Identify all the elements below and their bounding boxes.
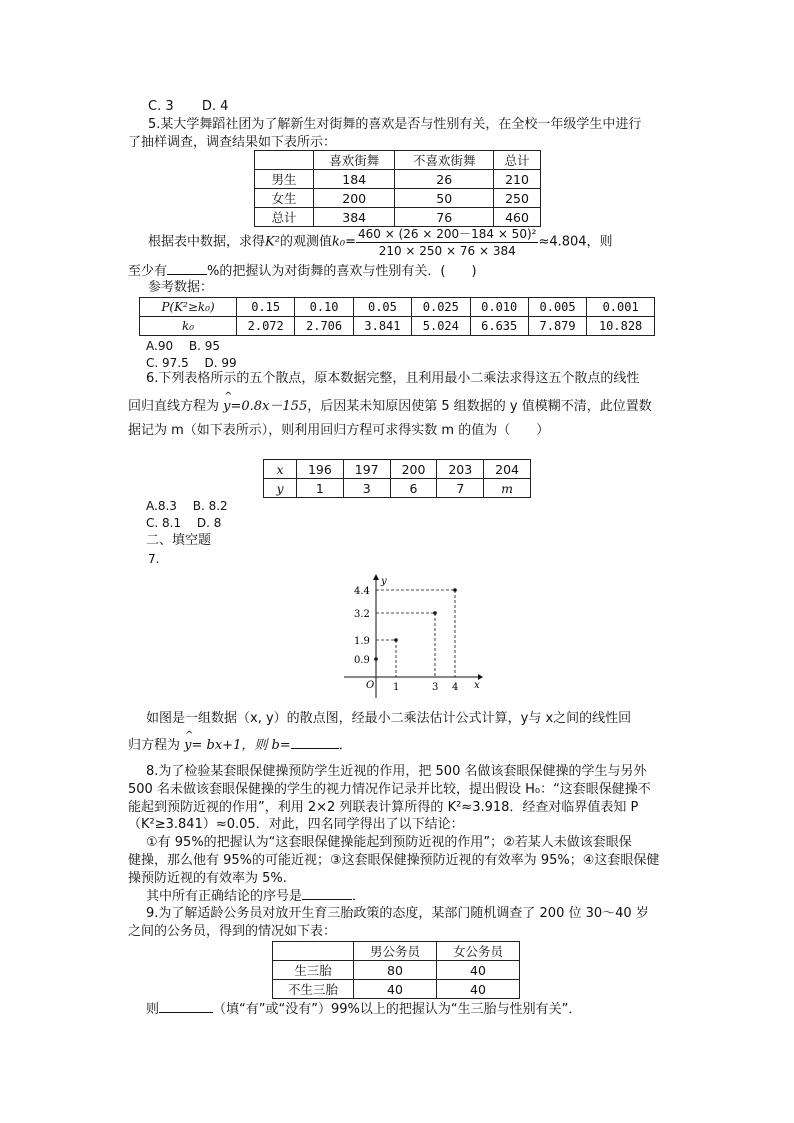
section-title: 二、填空题 bbox=[146, 533, 212, 548]
table-cell: 210 bbox=[494, 170, 541, 189]
table-cell: 460 bbox=[494, 208, 541, 227]
y-axis-label: y bbox=[381, 576, 387, 587]
formula-denominator: 210 × 250 × 76 × 384 bbox=[378, 244, 516, 258]
table-cell: 250 bbox=[494, 189, 541, 208]
answer-blank[interactable] bbox=[291, 736, 339, 749]
table-cell: 10.828 bbox=[587, 317, 655, 336]
guide-lines bbox=[376, 590, 455, 677]
table-row bbox=[273, 961, 520, 980]
table-cell: 26 bbox=[395, 170, 494, 189]
q9-line3 bbox=[146, 1000, 581, 1019]
table-header: 男公务员 bbox=[354, 942, 437, 961]
q5-stem-line1: 5.某大学舞蹈社团为了解新生对街舞的喜欢是否与性别有关，在全校一年级学生中进行 bbox=[148, 117, 642, 132]
formula-fraction bbox=[356, 226, 538, 259]
y-tick: 3.2 bbox=[354, 609, 370, 620]
table-header: 不喜欢街舞 bbox=[395, 151, 494, 170]
q4-option-c: C. 3 bbox=[148, 99, 174, 114]
table-cell: 50 bbox=[395, 189, 494, 208]
table-cell: 184 bbox=[314, 170, 395, 189]
table-cell: 0.10 bbox=[295, 298, 353, 317]
table-cell: 7.879 bbox=[528, 317, 586, 336]
table-cell: m bbox=[484, 479, 531, 498]
table-cell: 0.005 bbox=[528, 298, 586, 317]
table-cell: 0.025 bbox=[412, 298, 470, 317]
table-cell: 7 bbox=[437, 479, 484, 498]
q9-line3-post: （填“有”或“没有”）99%以上的把握认为“生三胎与性别有关”． bbox=[213, 1002, 582, 1017]
q5-table bbox=[254, 150, 541, 227]
q5-line3-post: %的把握认为对街舞的喜欢与性别有关．( ) bbox=[207, 264, 477, 279]
q6-line2 bbox=[128, 398, 652, 416]
table-cell: 0.15 bbox=[237, 298, 295, 317]
formula-k2: K² bbox=[265, 234, 280, 250]
table-header: 喜欢街舞 bbox=[314, 151, 395, 170]
q5-options-cd: C. 97.5 D. 99 bbox=[146, 356, 237, 370]
table-header: k₀ bbox=[140, 317, 237, 336]
table-cell: 生三胎 bbox=[273, 961, 354, 980]
q8-line1: 8.为了检验某套眼保健操预防学生近视的作用，把 500 名做该套眼保健操的学生与另外 bbox=[146, 764, 647, 779]
formula-prefix: 根据表中数据，求得 bbox=[148, 234, 266, 250]
q8-line8-post: ． bbox=[352, 889, 366, 904]
q8-line8-pre: 其中所有正确结论的序号是 bbox=[146, 889, 303, 904]
table-cell: 5.024 bbox=[412, 317, 470, 336]
table-cell: 男生 bbox=[255, 170, 314, 189]
table-row bbox=[273, 980, 520, 999]
q8-line2: 500 名未做该套眼保健操的学生的视力情况作记录并比较，提出假设 H₀：“这套眼保健操不 bbox=[128, 782, 651, 797]
q5-formula bbox=[148, 226, 613, 259]
table-cell: 40 bbox=[437, 961, 520, 980]
q8-line6: 健操，那么他有 95%的可能近视；③这套眼保健操预防近视的有效率为 95%；④这套眼保健 bbox=[128, 853, 660, 868]
q6-options-cd: C. 8.1 D. 8 bbox=[146, 516, 222, 530]
q8-line5: ①有 95%的把握认为“这套眼保健操能起到预防近视的作用”；②若某人未做该套眼保 bbox=[146, 835, 632, 850]
q9-table bbox=[272, 941, 520, 999]
table-header: 女公务员 bbox=[437, 942, 520, 961]
table-row bbox=[264, 460, 531, 479]
q8-line8 bbox=[146, 887, 365, 906]
x-axis-label: x bbox=[474, 680, 480, 691]
y-tick: 0.9 bbox=[354, 655, 370, 666]
table-cell: 197 bbox=[343, 460, 390, 479]
q5-stem-line2: 了抽样调查，调查结果如下表所示： bbox=[128, 135, 337, 150]
q7-regression-eq: ^ y= bx+1，则 b= bbox=[184, 738, 291, 753]
formula-k0: k₀ bbox=[331, 234, 346, 250]
q7-line2-post: ． bbox=[338, 738, 352, 753]
table-cell: 384 bbox=[314, 208, 395, 227]
q6-table bbox=[263, 459, 531, 498]
x-tick: 1 bbox=[393, 682, 400, 693]
table-cell: 200 bbox=[390, 460, 437, 479]
table-cell: 1 bbox=[297, 479, 344, 498]
table-cell: 204 bbox=[484, 460, 531, 479]
table-cell: 76 bbox=[395, 208, 494, 227]
table-cell: 2.072 bbox=[237, 317, 295, 336]
table-cell: 0.05 bbox=[353, 298, 411, 317]
table-cell: 196 bbox=[297, 460, 344, 479]
table-cell: 203 bbox=[437, 460, 484, 479]
origin-label: O bbox=[366, 680, 375, 691]
q7-scatter-plot bbox=[340, 570, 490, 700]
formula-numerator: 460 × (26 × 200－184 × 50)² bbox=[357, 227, 537, 241]
q8-line4: （K²≥3.841）≈0.05．对此，四名同学得出了以下结论： bbox=[128, 817, 464, 832]
q4-option-d: D. 4 bbox=[201, 99, 229, 114]
q7-line2-pre: 归方程为 bbox=[128, 738, 181, 753]
table-cell: 3 bbox=[343, 479, 390, 498]
q6-line3: 据记为 m（如下表所示），则利用回归方程可求得实数 m 的值为（ ） bbox=[128, 423, 550, 438]
table-row bbox=[255, 151, 541, 170]
table-row bbox=[255, 208, 541, 227]
q6-regression-eq: ^ y=0.8x－155 bbox=[223, 399, 307, 414]
x-tick: 4 bbox=[452, 682, 459, 693]
formula-eq: = bbox=[345, 234, 356, 250]
q6-options-ab: A.8.3 B. 8.2 bbox=[146, 499, 228, 513]
q9-line3-pre: 则 bbox=[146, 1002, 160, 1017]
table-header: x bbox=[264, 460, 297, 479]
q9-line2: 之间的公务员，得到的情况如下表： bbox=[128, 924, 337, 939]
table-row bbox=[140, 298, 655, 317]
y-tick: 1.9 bbox=[354, 636, 370, 647]
q4-options bbox=[148, 98, 228, 116]
data-points bbox=[374, 588, 457, 661]
answer-blank[interactable] bbox=[167, 262, 207, 275]
table-row bbox=[255, 189, 541, 208]
q5-ref-label: 参考数据： bbox=[148, 280, 214, 295]
table-cell: 200 bbox=[314, 189, 395, 208]
q9-line1: 9.为了解适龄公务员对放开生育三胎政策的态度，某部门随机调查了 200 位 30～40 岁 bbox=[146, 906, 649, 921]
q5-line3-pre: 至少有 bbox=[128, 264, 168, 279]
y-tick: 4.4 bbox=[354, 586, 370, 597]
table-cell: 0.001 bbox=[587, 298, 655, 317]
table-row bbox=[140, 317, 655, 336]
q6-line1: 6.下列表格所示的五个散点，原本数据完整，且利用最小二乘法求得这五个散点的线性 bbox=[146, 371, 640, 386]
q6-line2-post: ，后因某未知原因使第 5 组数据的 y 值模糊不清，此位置数 bbox=[307, 399, 652, 414]
table-cell: 总计 bbox=[255, 208, 314, 227]
table-row bbox=[255, 170, 541, 189]
table-cell: 不生三胎 bbox=[273, 980, 354, 999]
formula-suffix: ≈4.804，则 bbox=[538, 234, 613, 250]
table-row bbox=[273, 942, 520, 961]
formula-mid: 的观测值 bbox=[279, 234, 332, 250]
table-cell: 40 bbox=[437, 980, 520, 999]
table-header: P(K²≥k₀) bbox=[140, 298, 237, 317]
q7-text-line1: 如图是一组数据（x, y）的散点图，经最小二乘法估计公式计算，y与 x之间的线性回 bbox=[146, 711, 632, 726]
q7-number: 7. bbox=[148, 552, 160, 566]
x-tick: 3 bbox=[432, 682, 439, 693]
table-cell: 6.635 bbox=[470, 317, 528, 336]
table-header: 总计 bbox=[494, 151, 541, 170]
table-cell: 女生 bbox=[255, 189, 314, 208]
table-row bbox=[264, 479, 531, 498]
q5-ref-table bbox=[139, 297, 655, 336]
table-cell: 2.706 bbox=[295, 317, 353, 336]
table-cell: 0.010 bbox=[470, 298, 528, 317]
table-cell: 80 bbox=[354, 961, 437, 980]
answer-blank[interactable] bbox=[159, 1000, 213, 1013]
table-cell: 40 bbox=[354, 980, 437, 999]
q6-line2-pre: 回归直线方程为 bbox=[128, 399, 220, 414]
q7-text-line2 bbox=[128, 736, 352, 755]
answer-blank[interactable] bbox=[302, 887, 352, 900]
q5-options-ab: A.90 B. 95 bbox=[146, 339, 221, 353]
table-header: y bbox=[264, 479, 297, 498]
table-cell: 6 bbox=[390, 479, 437, 498]
table-cell: 3.841 bbox=[353, 317, 411, 336]
q8-line3: 能起到预防近视的作用”，利用 2×2 列联表计算所得的 K²≈3.918．经查对临界值表知 P bbox=[128, 800, 639, 815]
q8-line7: 操预防近视的有效率为 5%. bbox=[128, 871, 287, 886]
table-cell bbox=[255, 151, 314, 170]
table-cell bbox=[273, 942, 354, 961]
